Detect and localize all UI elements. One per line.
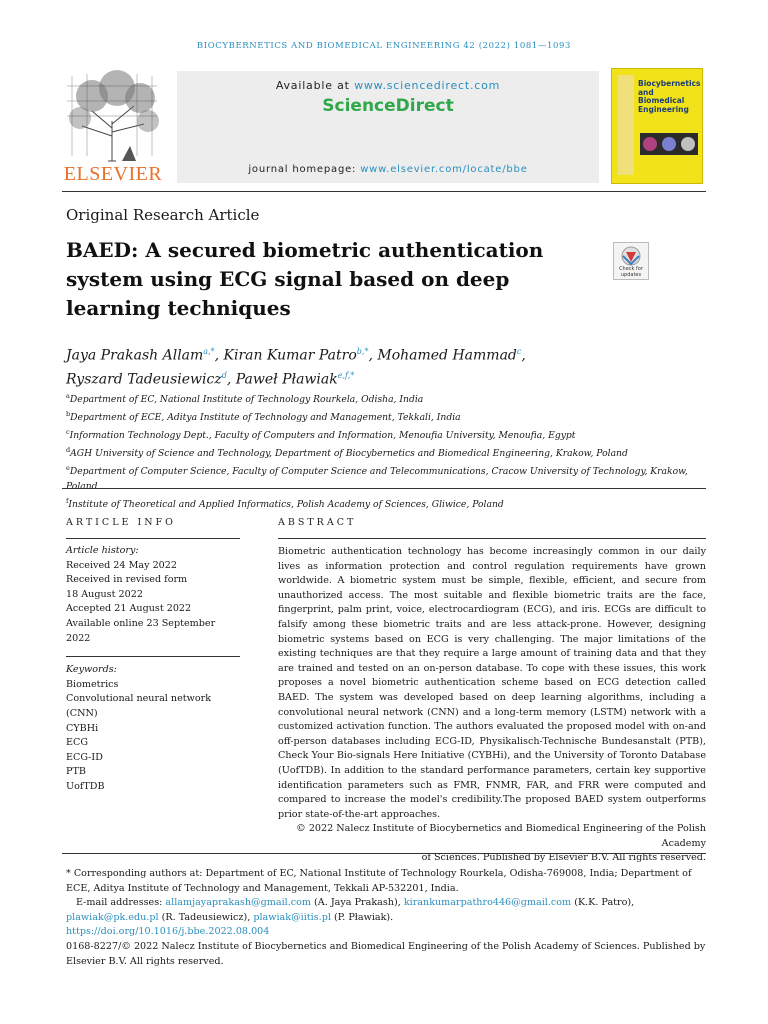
sciencedirect-link[interactable]: www.sciencedirect.com [354,79,501,92]
history-label: Article history: [66,545,139,556]
article-info [66,544,240,795]
article-title: BAED: A secured biometric authentication system using ECG signal based on deep learning techniques [66,238,544,320]
check-for-updates-button[interactable] [613,242,649,280]
journal-homepage-link[interactable]: www.elsevier.com/locate/bbe [360,164,528,175]
issn-line: 0168-8227/© 2022 Nalecz Institute of Biocybernetics and Biomedical Engineering of the Polish Academy of Sciences. Published by Elsevier B.V. All rights reserved. [66,940,706,967]
cover-title: Biocybernetics and Biomedical Engineering [638,79,701,114]
email-line: E-mail addresses: allamjayaprakash@gmail.com (A. Jaya Prakash), kirankumarpathro446@gmail.com (K.K. Patro), plawiak@pk.edu.pl (R. Tadeusiewicz), plawiak@iitis.pl (P. Pławiak). [66,897,635,923]
footnote-divider [62,853,706,854]
journal-cover[interactable] [611,68,703,184]
email-link[interactable]: kirankumarpathro446@gmail.com [403,897,572,909]
elsevier-wordmark: ELSEVIER [63,163,163,185]
elsevier-tree-icon [62,66,164,164]
keyword: CYBHi [66,722,99,734]
doi-link[interactable]: https://doi.org/10.1016/j.bbe.2022.08.004 [66,926,270,938]
abstract-rule [278,538,706,539]
cover-images-icon [640,133,698,155]
keyword: ECG [66,737,89,749]
affiliation-item: $^e$Department of Computer Science, Faculty of Computer Science and Telecommunications, Cracow University of Technology, Krakow, Poland [66,464,688,493]
author-name[interactable]: Jaya Prakash Allam [66,347,204,364]
keywords-label: Keywords: [66,664,117,676]
author-sup[interactable]: b,* [356,347,369,356]
keywords-rule [66,656,240,657]
history-item: Accepted 21 August 2022 [66,603,192,615]
article-info-rule [66,538,240,539]
elsevier-logo [62,66,164,186]
affiliation-divider [62,488,706,489]
keyword: Convolutional neural network (CNN) [66,693,212,719]
journal-header-box [177,71,599,183]
affiliations [66,389,716,512]
author-sup[interactable]: e,f,* [337,370,355,380]
author-name[interactable]: Ryszard Tadeusiewicz [66,371,222,388]
article-type: Original Research Article [66,206,260,224]
author-sup[interactable]: c [516,347,522,356]
header-divider [62,191,706,192]
abstract [278,545,706,866]
history-item: Received 24 May 2022 [66,559,177,571]
abstract-heading: ABSTRACT [278,517,357,528]
keyword: Biometrics [66,678,119,690]
affiliation-item: $^f$Institute of Theoretical and Applied Informatics, Polish Academy of Sciences, Gliwice, Poland [66,497,504,511]
affiliation-item: $^d$AGH University of Science and Technology, Department of Biocybernetics and Biomedical Engineering, Krakow, Poland [66,446,628,460]
abstract-text: Biometric authentication technology has become increasingly common in our daily lives as information protection and control regulation requirements have grown worldwide. A biometric system must be simple, flexible, efficient, and secure from unauthorized access. The most suitable and flexible biometric traits are the face, fingerprint, palm print, voice, electrocardiogram (ECG), and iris. ECGs are difficult to falsify among these biometric traits and are less attack-prone. However, designing biometric systems based on ECG is very challenging. The major limitations of the existing techniques are that they require a large amount of training data and that they are trained and tested on an on-person database. To cope with these issues, this work proposes a novel biometric authentication scheme based on ECG detection called BAED. The system was developed based on deep learning algorithms, including a convolutional neural network (CNN) and a long-term memory (LSTM) network with a customized activation function. The authors evaluated the proposed model with on-and off-person databases including ECG-ID, Physikalisch-Technische Bundesanstalt (PTB), Check Your Bio-signals Here Initiative (CYBHi), and the University of Toronto Database (UofTDB). In addition to the standard performance parameters, certain key supportive identification parameters such as FMR, FNMR, FAR, and FRR were computed and compared to increase the model's credibility.The proposed BAED system outperforms prior state-of-the-art approaches. [278,546,706,820]
author-list: Jaya Prakash Allam$^{a,*}$, Kiran Kumar Patro$^{b,*}$, Mohamed Hammad$^c$, Ryszard Tadeusiewicz$^d$, Paweł Pławiak$^{e,f,*}$ [66,347,526,388]
sciencedirect-logo: ScienceDirect [322,96,454,116]
journal-homepage: journal homepage: www.elsevier.com/locate/bbe [248,164,528,175]
article-info-heading: ARTICLE INFO [66,517,176,528]
email-link[interactable]: plawiak@pk.edu.pl [66,911,159,923]
corresponding-note: * Corresponding authors at: Department of EC, National Institute of Technology Rourkela, Odisha-769008, India; Department of ECE, Aditya Institute of Technology and Management, Tekkali AP-532201, India. [66,868,692,894]
copyright-line: © 2022 Nalecz Institute of Biocybernetics and Biomedical Engineering of the Polish Academy [296,823,706,849]
affiliation-item: $^b$Department of ECE, Aditya Institute of Technology and Management, Tekkali, India [66,410,461,424]
history-item: 18 August 2022 [66,588,143,600]
email-link[interactable]: plawiak@iitis.pl [253,911,331,923]
available-at: Available at www.sciencedirect.com [275,79,501,92]
author-name[interactable]: Paweł Pławiak [235,371,338,388]
author-name[interactable]: Kiran Kumar Patro [223,347,357,364]
journal-citation: BIOCYBERNETICS AND BIOMEDICAL ENGINEERING 42 (2022) 1081—1093 [196,41,572,51]
crossmark-label: Check for updates [619,266,643,278]
copyright-line: of Sciences. Published by Elsevier B.V. All rights reserved. [421,852,706,864]
keyword: PTB [66,766,86,778]
author-sup[interactable]: a,* [203,347,215,356]
cover-strip [618,75,634,175]
author-sup[interactable]: d [221,370,227,380]
affiliation-item: $^c$Information Technology Dept., Faculty of Computers and Information, Menoufia University, Menoufia, Egypt [66,428,576,442]
footnotes [66,867,708,969]
email-link[interactable]: allamjayaprakash@gmail.com [165,897,311,909]
author-name[interactable]: Mohamed Hammad [377,347,517,364]
history-item: Received in revised form [66,574,188,586]
keyword: ECG-ID [66,751,103,763]
affiliation-item: $^a$Department of EC, National Institute of Technology Rourkela, Odisha, India [66,392,424,406]
history-item: Available online 23 September 2022 [66,617,216,644]
keyword: UofTDB [66,780,105,792]
